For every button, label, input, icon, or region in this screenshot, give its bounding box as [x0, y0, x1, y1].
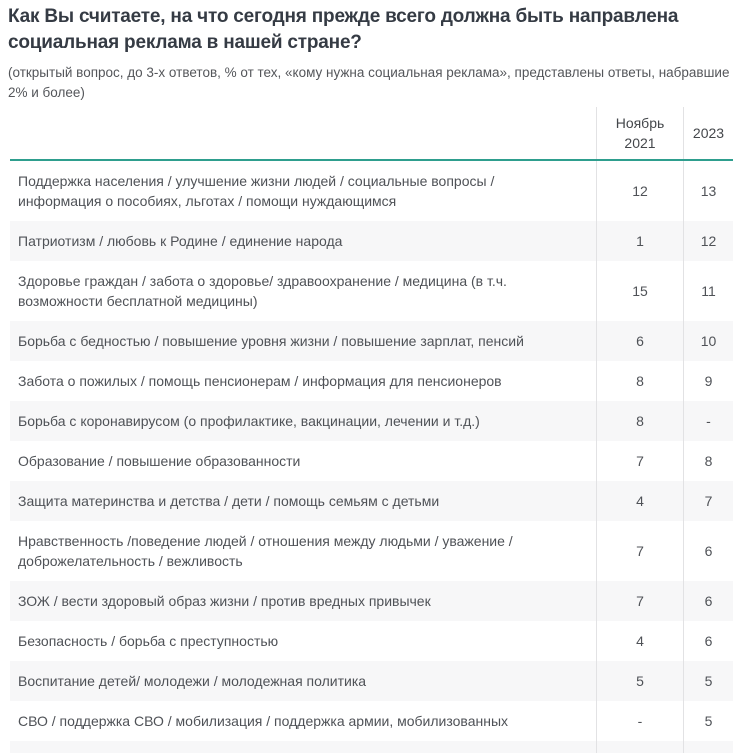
table-row — [10, 441, 733, 481]
value-cell-nov-2021: 8 — [596, 361, 683, 401]
value-cell-2023: 6 — [683, 581, 733, 621]
value-cell-2023: - — [683, 401, 733, 441]
page-title: Как Вы считаете, на что сегодня прежде всего должна быть направлена социальная реклама в нашей стране? — [8, 6, 679, 53]
row-label: Нравственность /поведение людей / отношения между людьми / уважение / доброжелательность / вежливость — [18, 533, 513, 569]
table-row — [10, 621, 733, 661]
value-cell-nov-2021: 12 — [596, 161, 683, 221]
column-header-2023: 2023 — [683, 107, 733, 159]
value-cell-nov-2021: 4 — [596, 621, 683, 661]
value-cell-nov-2021: 15 — [596, 261, 683, 321]
table-body — [10, 161, 733, 741]
value-cell-2023: 8 — [683, 441, 733, 481]
table-row — [10, 401, 733, 441]
table-row — [10, 321, 733, 361]
value-cell-2023: 11 — [683, 261, 733, 321]
row-label: ЗОЖ / вести здоровый образ жизни / против вредных привычек — [18, 593, 431, 609]
value-cell-nov-2021: 8 — [596, 401, 683, 441]
value-cell-2023: 13 — [683, 161, 733, 221]
cutoff-cell-label — [10, 741, 596, 753]
value-cell-2023: 7 — [683, 481, 733, 521]
value-cell-nov-2021: 4 — [596, 481, 683, 521]
row-label: Здоровье граждан / забота о здоровье/ здравоохранение / медицина (в т.ч. возможности бесплатной медицины) — [18, 273, 507, 309]
row-label: Безопасность / борьба с преступностью — [18, 633, 279, 649]
table-row — [10, 661, 733, 701]
column-header-empty — [10, 107, 596, 159]
row-label: Воспитание детей/ молодежи / молодежная политика — [18, 673, 367, 689]
value-cell-2023: 10 — [683, 321, 733, 361]
value-cell-nov-2021: 5 — [596, 661, 683, 701]
table-row — [10, 261, 733, 321]
row-label: Образование / повышение образованности — [18, 453, 301, 469]
value-cell-2023: 6 — [683, 621, 733, 661]
row-label: СВО / поддержка СВО / мобилизация / поддержка армии, мобилизованных — [18, 713, 508, 729]
row-label: Поддержка населения / улучшение жизни людей / социальные вопросы / информация о пособиях, льготах / помощи нуждающимся — [18, 173, 495, 209]
value-cell-nov-2021: 6 — [596, 321, 683, 361]
table-row — [10, 521, 733, 581]
row-label: Защита материнства и детства / дети / помощь семьям с детьми — [18, 493, 440, 509]
table-row — [10, 481, 733, 521]
value-cell-nov-2021: 7 — [596, 521, 683, 581]
table-row — [10, 221, 733, 261]
table-row — [10, 161, 733, 221]
value-cell-nov-2021: 7 — [596, 441, 683, 481]
value-cell-nov-2021: 7 — [596, 581, 683, 621]
value-cell-nov-2021: 1 — [596, 221, 683, 261]
row-label: Борьба с коронавирусом (о профилактике, вакцинации, лечении и т.д.) — [18, 413, 480, 429]
value-cell-2023: 9 — [683, 361, 733, 401]
value-cell-2023: 12 — [683, 221, 733, 261]
row-label: Борьба с бедностью / повышение уровня жизни / повышение зарплат, пенсий — [18, 333, 524, 349]
results-table — [10, 107, 733, 753]
row-label: Забота о пожилых / помощь пенсионерам / информация для пенсионеров — [18, 373, 502, 389]
table-header — [10, 107, 733, 161]
table-row — [10, 361, 733, 401]
value-cell-nov-2021: - — [596, 701, 683, 741]
value-cell-2023: 6 — [683, 521, 733, 581]
value-cell-2023: 5 — [683, 661, 733, 701]
column-header-nov-2021: Ноябрь 2021 — [596, 107, 683, 159]
value-cell-2023: 5 — [683, 701, 733, 741]
row-label: Патриотизм / любовь к Родине / единение народа — [18, 233, 343, 249]
table-row — [10, 701, 733, 741]
cutoff-cell-1 — [596, 741, 683, 753]
cutoff-cell-2 — [683, 741, 733, 753]
table-row — [10, 581, 733, 621]
page-subtitle: (открытый вопрос, до 3-х ответов, % от тех, «кому нужна социальная реклама», представлены ответы, набравшие 2% и более) — [8, 65, 730, 100]
bottom-cutoff-row — [10, 741, 733, 753]
